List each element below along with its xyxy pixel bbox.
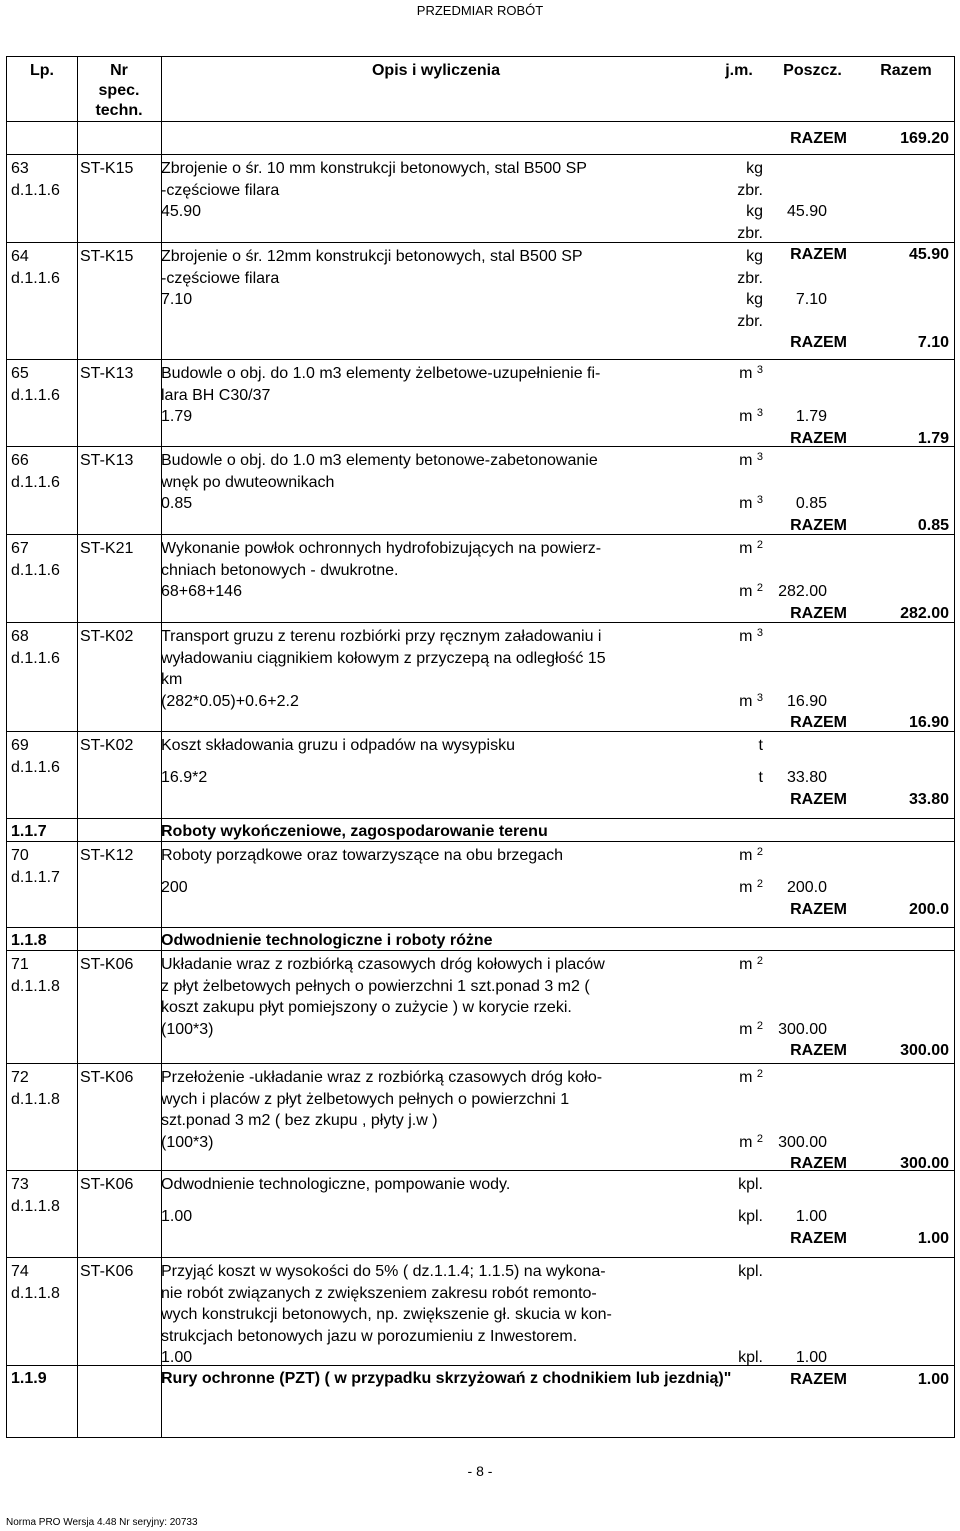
item-description-line: chniach betonowych - dwukrotne.: [161, 561, 399, 579]
section-divider: [7, 1365, 954, 1366]
item-calc-unit: kpl.: [738, 1208, 763, 1226]
item-unit: m $^3$: [739, 364, 763, 382]
section-number: 1.1.8: [11, 932, 47, 949]
item-description-line: Koszt składowania gruzu i odpadów na wysypisku: [161, 737, 515, 754]
row-divider: [7, 446, 954, 447]
item-ref: d.1.1.6: [11, 561, 60, 579]
item-partial-quantity: 200.0: [786, 879, 827, 897]
item-partial-quantity: 300.00: [778, 1133, 827, 1151]
item-total: 300.00: [900, 1042, 949, 1060]
item-description-line: Przyjąć koszt w wysokości do 5% ( dz.1.1.4; 1.1.5) na wykona-: [161, 1263, 606, 1280]
item-lp: 70: [11, 847, 29, 864]
item-description-line: wyładowaniu ciągnikiem kołowym z przyczepą na odległość 15: [161, 649, 606, 667]
section-title: Rury ochronne (PZT) ( w przypadku skrzyżowań z chodnikiem lub jezdnią)": [161, 1370, 732, 1387]
section-divider: [7, 818, 954, 819]
item-description-line: Zbrojenie o śr. 10 mm konstrukcji betonowych, stal B500 SP: [161, 160, 587, 177]
item-calc-unit-suffix: zbr.: [737, 312, 763, 330]
item-calculation: 7.10: [161, 291, 193, 309]
item-calc-unit-suffix: zbr.: [737, 224, 763, 242]
item-description-line: nie robót związanych z zwiększeniem zakresu robót remonto-: [161, 1284, 597, 1302]
item-partial-quantity: 16.90: [786, 692, 827, 710]
item-unit: kpl.: [738, 1263, 763, 1280]
software-version: Norma PRO Wersja 4.48 Nr seryjny: 20733: [6, 1517, 198, 1528]
item-description-line: wych konstrukcji betonowych, np. zwiększenie gł. skucia w kon-: [161, 1306, 612, 1324]
item-description-line: Budowle o obj. do 1.0 m3 elementy żelbetowe-uzupełnienie fi-: [161, 365, 601, 382]
row-divider: [7, 359, 954, 360]
razem-label: RAZEM: [790, 130, 847, 147]
cost-estimate-table: [6, 56, 955, 1438]
item-lp: 69: [11, 737, 29, 754]
item-total: 1.79: [917, 429, 949, 447]
item-partial-quantity: 1.79: [795, 408, 827, 426]
item-calculation: 68+68+146: [161, 583, 242, 601]
item-description-line: z płyt żelbetowych pełnych o powierzchni 1 szt.ponad 3 m2 (: [161, 977, 590, 995]
row-divider: [7, 1170, 954, 1171]
row-divider: [7, 534, 954, 535]
item-unit: m $^2$: [739, 955, 763, 973]
item-lp: 72: [11, 1069, 29, 1086]
item-razem-label: RAZEM: [790, 1230, 847, 1247]
item-spec: ST-K06: [80, 1069, 134, 1086]
item-unit: m $^3$: [739, 627, 763, 645]
item-calc-unit: m $^3$: [739, 691, 763, 710]
item-lp: 67: [11, 540, 29, 557]
item-partial-quantity: 45.90: [786, 203, 827, 221]
item-lp: 74: [11, 1263, 29, 1280]
item-ref: d.1.1.8: [11, 1197, 60, 1215]
item-calc-unit: m $^3$: [739, 494, 763, 513]
item-description-line: -częściowe filara: [161, 181, 280, 199]
row-divider: [7, 622, 954, 623]
item-calc-unit: m $^2$: [739, 1019, 763, 1038]
section-number: 1.1.9: [11, 1370, 47, 1387]
item-razem-label: RAZEM: [790, 1042, 847, 1060]
item-description-line: Układanie wraz z rozbiórką czasowych dróg kołowych i placów: [161, 956, 605, 973]
section-title: Odwodnienie technologiczne i roboty różne: [161, 932, 493, 949]
header-divider: [7, 121, 954, 122]
col-header-jm: j.m.: [725, 62, 753, 79]
row-divider: [7, 154, 954, 155]
section-title: Roboty wykończeniowe, zagospodarowanie terenu: [161, 823, 548, 840]
item-ref: d.1.1.6: [11, 758, 60, 776]
item-partial-quantity: 7.10: [795, 291, 827, 309]
item-lp: 71: [11, 956, 29, 973]
item-razem-label: RAZEM: [790, 246, 847, 264]
item-lp: 64: [11, 248, 29, 265]
item-spec: ST-K13: [80, 452, 134, 469]
item-total: 45.90: [908, 246, 949, 264]
item-partial-quantity: 300.00: [778, 1020, 827, 1038]
item-spec: ST-K02: [80, 737, 134, 754]
item-calculation: 16.9*2: [161, 769, 208, 787]
col-header-spec-3: techn.: [95, 102, 143, 119]
item-ref: d.1.1.8: [11, 977, 60, 995]
item-razem-label: RAZEM: [790, 334, 847, 352]
item-description-line: strukcjach betonowych jazu w porozumieniu z Inwestorem.: [161, 1327, 578, 1345]
item-razem-label: RAZEM: [790, 1155, 847, 1173]
item-unit: m $^2$: [739, 539, 763, 557]
col-header-spec-1: Nr: [110, 62, 128, 79]
row-divider: [7, 242, 954, 243]
item-description-line: koszt zakupu płyt pomiejszony o zużycie ) w korycie rzeki.: [161, 999, 572, 1017]
item-ref: d.1.1.6: [11, 181, 60, 199]
item-lp: 73: [11, 1176, 29, 1193]
item-razem-label: RAZEM: [790, 791, 847, 808]
item-unit: kg: [746, 248, 763, 265]
item-ref: d.1.1.6: [11, 473, 60, 491]
item-calc-unit: kg: [746, 203, 763, 221]
item-razem-label: RAZEM: [790, 604, 847, 622]
item-razem-label: RAZEM: [790, 901, 847, 918]
item-total: 1.00: [917, 1371, 949, 1388]
col-header-spec-2: spec.: [98, 82, 140, 99]
item-calculation: 1.00: [161, 1349, 193, 1367]
item-unit: kg: [746, 160, 763, 177]
item-partial-quantity: 282.00: [778, 583, 827, 601]
section-divider: [7, 927, 954, 928]
item-description-line: Transport gruzu z terenu rozbiórki przy ręcznym załadowaniu i: [161, 628, 602, 645]
item-spec: ST-K06: [80, 1176, 134, 1193]
item-calc-unit: m $^2$: [739, 878, 763, 897]
item-description-line: Zbrojenie o śr. 12mm konstrukcji betonowych, stal B500 SP: [161, 248, 583, 265]
item-spec: ST-K15: [80, 160, 134, 177]
row-divider: [7, 1257, 954, 1258]
item-ref: d.1.1.6: [11, 649, 60, 667]
section-number: 1.1.7: [11, 823, 47, 840]
item-description-line: -częściowe filara: [161, 269, 280, 287]
item-razem-label: RAZEM: [790, 1371, 847, 1388]
item-razem-label: RAZEM: [790, 714, 847, 732]
item-calculation: 0.85: [161, 495, 193, 513]
item-spec: ST-K15: [80, 248, 134, 265]
item-ref: d.1.1.8: [11, 1090, 60, 1108]
col-header-poszcz: Poszcz.: [783, 62, 842, 79]
page-number: - 8 -: [467, 1463, 493, 1479]
page-header-title: PRZEDMIAR ROBÓT: [416, 3, 544, 18]
item-razem-label: RAZEM: [790, 429, 847, 447]
item-total: 0.85: [917, 516, 949, 534]
item-total: 200.0: [908, 901, 949, 918]
item-calculation: (100*3): [161, 1133, 214, 1151]
item-ref: d.1.1.6: [11, 386, 60, 404]
col-header-lp: Lp.: [30, 62, 54, 79]
item-calc-unit: m $^3$: [739, 407, 763, 426]
item-description-line: km: [161, 671, 183, 689]
item-description-line: Przełożenie -układanie wraz z rozbiórką czasowych dróg koło-: [161, 1069, 603, 1086]
item-ref: d.1.1.7: [11, 868, 60, 886]
row-divider: [7, 731, 954, 732]
item-total: 16.90: [908, 714, 949, 732]
item-unit-suffix: zbr.: [737, 269, 763, 287]
item-description-line: wnęk po dwuteownikach: [161, 473, 335, 491]
col-header-razem: Razem: [880, 62, 932, 79]
item-lp: 63: [11, 160, 29, 177]
item-total: 1.00: [917, 1230, 949, 1247]
item-calculation: (282*0.05)+0.6+2.2: [161, 692, 299, 710]
item-description-line: wych i placów z płyt żelbetowych pełnych o powierzchni 1: [161, 1090, 570, 1108]
item-partial-quantity: 1.00: [795, 1349, 827, 1367]
item-spec: ST-K02: [80, 628, 134, 645]
item-unit-suffix: zbr.: [737, 181, 763, 199]
item-total: 33.80: [908, 791, 949, 808]
item-total: 282.00: [900, 604, 949, 622]
item-calc-unit: kg: [746, 291, 763, 309]
item-spec: ST-K13: [80, 365, 134, 382]
item-unit: m $^2$: [739, 846, 763, 864]
item-partial-quantity: 33.80: [786, 769, 827, 787]
item-unit: m $^2$: [739, 1068, 763, 1086]
col-header-desc: Opis i wyliczenia: [371, 62, 501, 79]
item-calculation: 45.90: [161, 203, 202, 221]
item-description-line: Budowle o obj. do 1.0 m3 elementy betonowe-zabetonowanie: [161, 452, 598, 469]
item-calculation: (100*3): [161, 1020, 214, 1038]
item-calc-unit: m $^2$: [739, 1132, 763, 1151]
row-divider: [7, 1063, 954, 1064]
item-calc-unit: kpl.: [738, 1349, 763, 1367]
item-lp: 65: [11, 365, 29, 382]
item-spec: ST-K06: [80, 1263, 134, 1280]
item-spec: ST-K12: [80, 847, 134, 864]
item-spec: ST-K21: [80, 540, 134, 557]
item-razem-label: RAZEM: [790, 516, 847, 534]
item-description-line: Roboty porządkowe oraz towarzyszące na obu brzegach: [161, 847, 563, 864]
item-total: 300.00: [900, 1155, 949, 1173]
item-description-line: lara BH C30/37: [161, 386, 271, 404]
item-partial-quantity: 1.00: [795, 1208, 827, 1226]
item-description-line: Wykonanie powłok ochronnych hydrofobizujących na powierz-: [161, 540, 602, 557]
item-lp: 68: [11, 628, 29, 645]
item-unit: kpl.: [738, 1176, 763, 1193]
item-calculation: 1.00: [161, 1208, 193, 1226]
item-total: 7.10: [917, 334, 949, 352]
item-description-line: szt.ponad 3 m2 ( bez zkupu , płyty j.w ): [161, 1112, 438, 1130]
item-unit: m $^3$: [739, 451, 763, 469]
item-lp: 66: [11, 452, 29, 469]
item-ref: d.1.1.8: [11, 1284, 60, 1302]
item-calc-unit: m $^2$: [739, 582, 763, 601]
item-ref: d.1.1.6: [11, 269, 60, 287]
item-partial-quantity: 0.85: [795, 495, 827, 513]
razem-total: 169.20: [900, 130, 949, 147]
item-calculation: 200: [161, 879, 188, 897]
item-unit: t: [758, 737, 763, 754]
item-calc-unit: t: [758, 769, 763, 787]
item-spec: ST-K06: [80, 956, 134, 973]
item-description-line: Odwodnienie technologiczne, pompowanie wody.: [161, 1176, 511, 1193]
item-calculation: 1.79: [161, 408, 193, 426]
